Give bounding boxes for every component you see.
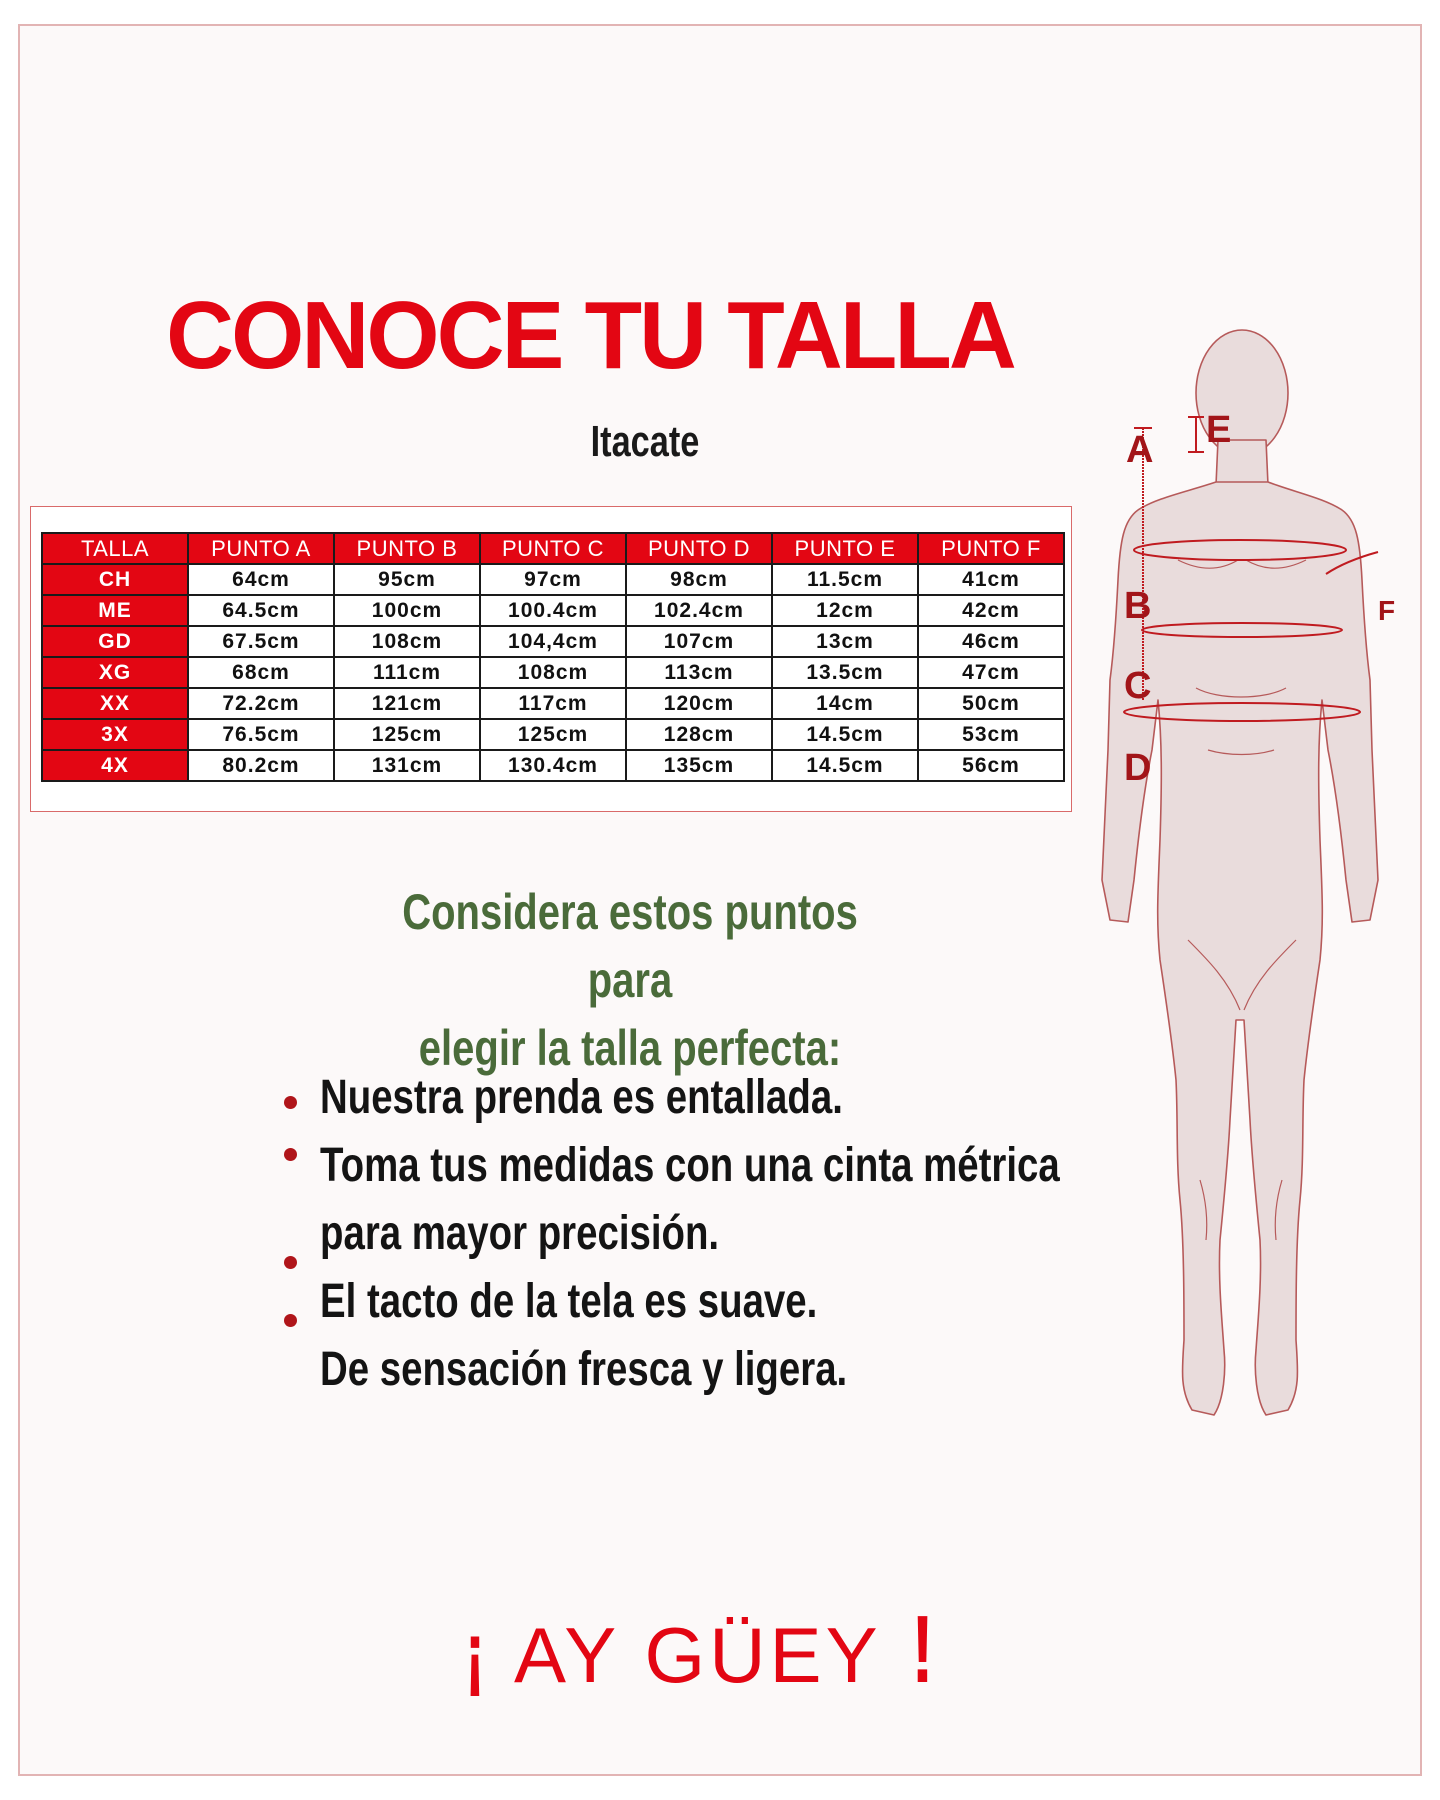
table-cell: 117cm xyxy=(480,688,626,719)
label-f: F xyxy=(1378,595,1396,626)
table-cell: 64.5cm xyxy=(188,595,334,626)
list-item: El tacto de la tela es suave. xyxy=(320,1275,818,1328)
table-cell: 102.4cm xyxy=(626,595,772,626)
bullet-dot-icon xyxy=(284,1096,297,1109)
size-label: ME xyxy=(42,595,188,626)
header-talla: TALLA xyxy=(42,533,188,564)
table-cell: 13.5cm xyxy=(772,657,918,688)
table-cell: 14.5cm xyxy=(772,750,918,781)
table-cell: 76.5cm xyxy=(188,719,334,750)
table-cell: 120cm xyxy=(626,688,772,719)
size-label: 3X xyxy=(42,719,188,750)
header-punto-f: PUNTO F xyxy=(918,533,1064,564)
list-item: Toma tus medidas con una cinta métrica xyxy=(320,1139,1060,1192)
header-punto-a: PUNTO A xyxy=(188,533,334,564)
list-item: para mayor precisión. xyxy=(320,1207,720,1260)
label-a: A xyxy=(1126,429,1154,471)
label-e: E xyxy=(1206,409,1232,451)
table-cell: 108cm xyxy=(334,626,480,657)
table-cell: 125cm xyxy=(480,719,626,750)
list-item: De sensación fresca y ligera. xyxy=(320,1343,848,1396)
body-measurement-figure xyxy=(1088,320,1418,1440)
list-item: Nuestra prenda es entallada. xyxy=(320,1071,843,1124)
product-name: Itacate xyxy=(590,417,700,466)
tips-heading-line: Considera estos puntos para xyxy=(402,884,858,1008)
table-cell: 100.4cm xyxy=(480,595,626,626)
label-d: D xyxy=(1124,747,1152,789)
table-cell: 41cm xyxy=(918,564,1064,595)
header-punto-e: PUNTO E xyxy=(772,533,918,564)
header-punto-b: PUNTO B xyxy=(334,533,480,564)
table-cell: 111cm xyxy=(334,657,480,688)
table-cell: 50cm xyxy=(918,688,1064,719)
table-row xyxy=(42,564,1064,595)
table-header-row xyxy=(42,533,1064,564)
table-cell: 72.2cm xyxy=(188,688,334,719)
label-c: C xyxy=(1124,665,1152,707)
label-b: B xyxy=(1124,585,1152,627)
size-label: XG xyxy=(42,657,188,688)
brand-close-mark: ! xyxy=(911,1596,937,1703)
table-cell: 128cm xyxy=(626,719,772,750)
table-cell: 98cm xyxy=(626,564,772,595)
size-label: CH xyxy=(42,564,188,595)
bullet-dot-icon xyxy=(284,1256,297,1269)
table-cell: 11.5cm xyxy=(772,564,918,595)
size-label: 4X xyxy=(42,750,188,781)
table-cell: 80.2cm xyxy=(188,750,334,781)
table-cell: 53cm xyxy=(918,719,1064,750)
table-cell: 46cm xyxy=(918,626,1064,657)
table-cell: 12cm xyxy=(772,595,918,626)
table-row xyxy=(42,750,1064,781)
table-cell: 100cm xyxy=(334,595,480,626)
table-cell: 14cm xyxy=(772,688,918,719)
table-cell: 135cm xyxy=(626,750,772,781)
table-cell: 107cm xyxy=(626,626,772,657)
tips-heading xyxy=(366,878,894,1082)
table-row xyxy=(42,626,1064,657)
brand-name: AY GÜEY xyxy=(514,1611,881,1699)
size-label: XX xyxy=(42,688,188,719)
brand-logo xyxy=(460,1596,980,1703)
table-row xyxy=(42,719,1064,750)
table-cell: 56cm xyxy=(918,750,1064,781)
table-cell: 13cm xyxy=(772,626,918,657)
table-row xyxy=(42,688,1064,719)
table-cell: 113cm xyxy=(626,657,772,688)
tips-list xyxy=(320,1064,1060,1404)
table-cell: 131cm xyxy=(334,750,480,781)
table-cell: 130.4cm xyxy=(480,750,626,781)
table-cell: 47cm xyxy=(918,657,1064,688)
table-cell: 97cm xyxy=(480,564,626,595)
table-cell: 42cm xyxy=(918,595,1064,626)
table-row xyxy=(42,595,1064,626)
table-cell: 108cm xyxy=(480,657,626,688)
brand-open-mark: ¡ xyxy=(464,1605,488,1701)
table-cell: 121cm xyxy=(334,688,480,719)
size-table xyxy=(41,532,1065,782)
table-cell: 104,4cm xyxy=(480,626,626,657)
size-label: GD xyxy=(42,626,188,657)
bullet-dot-icon xyxy=(284,1314,297,1327)
bullet-dot-icon xyxy=(284,1148,297,1161)
table-cell: 125cm xyxy=(334,719,480,750)
header-punto-d: PUNTO D xyxy=(626,533,772,564)
table-cell: 64cm xyxy=(188,564,334,595)
page-title: CONOCE TU TALLA xyxy=(166,282,1014,389)
table-cell: 14.5cm xyxy=(772,719,918,750)
table-cell: 68cm xyxy=(188,657,334,688)
header-punto-c: PUNTO C xyxy=(480,533,626,564)
table-cell: 67.5cm xyxy=(188,626,334,657)
tips-heading-line: elegir la talla perfecta: xyxy=(418,1020,842,1076)
table-row xyxy=(42,657,1064,688)
table-cell: 95cm xyxy=(334,564,480,595)
